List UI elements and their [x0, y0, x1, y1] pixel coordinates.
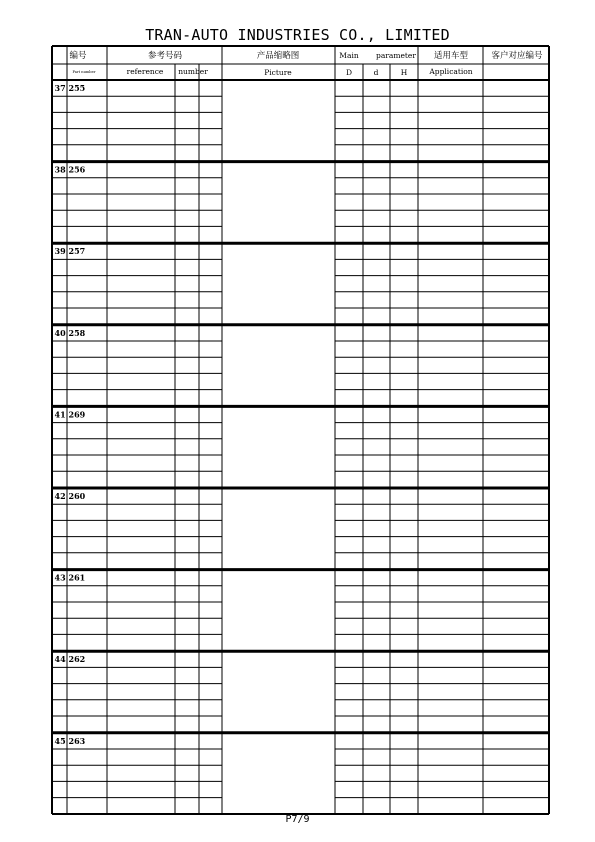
row-part-number: 260	[68, 491, 86, 501]
header-d-lower: d	[373, 68, 379, 77]
row-part-number: 258	[68, 327, 86, 338]
page-title: TRAN-AUTO INDUSTRIES CO., LIMITED	[145, 26, 450, 44]
row-index: 40	[54, 327, 66, 338]
header-d-upper: D	[345, 68, 353, 77]
header-application-cn: 适用车型	[433, 51, 469, 61]
header-customer-cn: 客户对应编号	[491, 51, 543, 61]
row-part-number: 269	[68, 409, 86, 420]
header-application-en: Application	[429, 67, 473, 76]
page-number: P7/9	[285, 814, 310, 825]
row-index: 39	[54, 246, 66, 257]
row-part-number: 255	[68, 83, 86, 93]
row-part-number: 263	[68, 735, 86, 746]
row-index: 37	[54, 83, 66, 93]
header-picture-en: Picture	[264, 68, 292, 77]
row-index: 38	[54, 164, 66, 175]
header-reference-en: reference	[126, 67, 164, 76]
header-reference-cn: 参考号码	[147, 51, 183, 61]
row-index: 43	[54, 572, 66, 583]
header-h: H	[400, 68, 408, 77]
header-number-en: number	[178, 67, 208, 76]
row-part-number: 262	[68, 654, 86, 665]
row-index: 45	[54, 735, 66, 746]
row-index: 44	[54, 654, 66, 665]
header-picture-cn: 产品缩略图	[256, 51, 300, 61]
row-part-number: 256	[68, 164, 86, 175]
row-part-number: 261	[68, 572, 86, 583]
row-index: 41	[54, 409, 66, 420]
header-part-no-cn: 编号	[69, 51, 87, 61]
row-index: 42	[54, 491, 66, 501]
header-main: Main	[339, 51, 359, 60]
header-part-number-en: Part number	[72, 70, 96, 74]
header-parameter: parameter	[376, 51, 416, 60]
row-part-number: 257	[68, 246, 86, 257]
